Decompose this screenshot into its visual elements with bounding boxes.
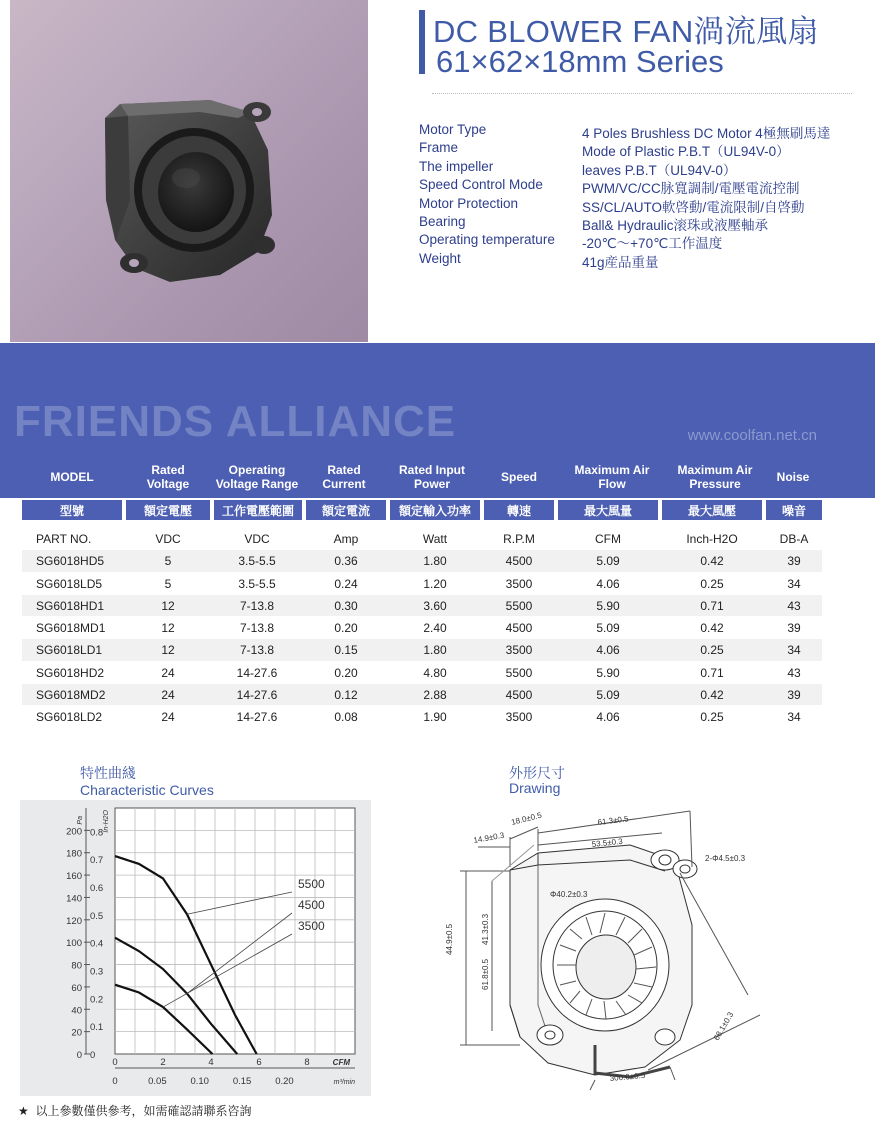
table-cell: 7-13.8 [239,598,275,613]
table-cell: 4500 [505,621,533,636]
dim-label: 18.0±0.5 [510,810,543,827]
table-cell: 5 [164,554,172,569]
table-cell: 34 [787,643,801,658]
table-cell: 1.80 [423,554,447,569]
table-cell: 24 [161,710,175,725]
table-cell: 5.09 [596,621,620,636]
spec-value: Ball& Hydraulic滚珠或液壓軸承 [582,217,769,233]
header-zh-cell: 噪音 [766,500,822,520]
spec-value: leaves P.B.T（UL94V-0） [582,162,737,178]
spec-label: Speed Control Mode [419,177,543,193]
spec-label: Frame [419,140,459,156]
brand-name: FRIENDS ALLIANCE [14,397,457,446]
table-cell: 0.25 [700,643,724,658]
table-cell: SG6018LD1 [36,643,103,658]
table-cell: 39 [787,554,801,569]
table-cell: VDC [155,532,181,546]
table-cell: 39 [787,688,801,703]
dim-label: 68.1±0.3 [711,1010,736,1042]
table-cell: 43 [787,598,801,613]
page-subtitle: 61×62×18mm Series [436,44,724,79]
footnote-text: 以上參數僅供參考，如需確認請聯系咨詢 [35,1104,252,1118]
x-tick-label: 2 [160,1057,166,1068]
y2-tick-label: 0 [90,1050,96,1061]
table-cell: 12 [161,598,175,613]
spec-label: Motor Protection [419,195,519,211]
table-cell: PART NO. [36,532,92,546]
table-cell: 3.5-5.5 [238,554,276,569]
header-zh-cell: 型號 [22,500,122,520]
table-cell: 2.88 [423,688,447,703]
spec-row [419,251,869,269]
spec-row [419,140,869,158]
table-cell: 2.40 [423,621,447,636]
table-cell: 3500 [505,576,533,591]
header-model: MODEL [50,470,94,484]
header-zh-cell: 轉速 [484,500,554,520]
table-cell: SG6018LD5 [36,576,103,591]
x2-tick-label: 0.15 [232,1076,252,1087]
curves-title-zh: 特性曲綫 [80,765,136,781]
y-tick-label: 180 [66,848,82,860]
product-photo [10,0,368,342]
table-cell: 3.60 [423,598,447,613]
spec-value: 41g産品重量 [582,254,659,270]
dim-label: 61.8±0.5 [481,958,490,990]
header-noise: Noise [776,470,810,484]
table-header-en [0,456,875,498]
table-cell: 7-13.8 [239,621,275,636]
y2-tick-label: 0.8 [90,827,104,839]
table-cell: 0.42 [700,554,724,569]
table-cell: 4.80 [423,665,447,680]
header-max-air-pressure: Maximum Air Pressure [677,463,753,491]
y-tick-label: 200 [66,826,82,838]
table-cell: 5 [164,576,172,591]
table-cell: 0.20 [334,621,358,636]
x2-tick-label: 0.05 [148,1076,167,1087]
table-cell: 0.71 [700,598,724,613]
spec-label: Weight [419,250,461,266]
y2-tick-label: 0.5 [90,910,104,922]
spec-list [419,122,869,269]
table-cell: 5500 [505,598,533,613]
table-cell: 39 [787,621,801,636]
characteristic-chart [20,800,371,1096]
series-label: 5500 [298,877,325,891]
table-row [22,595,822,617]
table-cell: 4500 [505,688,533,703]
brand-url: www.coolfan.net.cn [687,427,817,444]
table-units-row [22,528,822,550]
table-cell: 34 [787,576,801,591]
table-cell: 43 [787,665,801,680]
table-cell: 24 [161,665,175,680]
y-tick-label: 140 [66,893,82,905]
title-accent-bar [419,10,425,74]
table-cell: VDC [244,532,270,546]
spec-row [419,214,869,232]
header-operating-voltage: Operating Voltage Range [215,463,299,491]
spec-value: PWM/VC/CC脉寬調制/電壓電流控制 [582,181,800,197]
spec-value: SS/CL/AUTO軟啓動/電流限制/自啓動 [582,199,805,215]
y2-tick-label: 0.2 [90,994,104,1006]
table-row [22,706,822,728]
table-row [22,550,822,572]
x-tick-label: 6 [256,1057,262,1068]
spec-label: Bearing [419,213,466,229]
y2-tick-label: 0.7 [90,855,104,867]
table-cell: 0.30 [334,598,358,613]
chart-svg [20,800,371,1096]
table-cell: 0.25 [700,576,724,591]
y2-tick-label: 0.6 [90,882,104,894]
header-zh-cell: 工作電壓範圍 [214,500,302,520]
table-cell: CFM [595,532,621,546]
table-row [22,684,822,706]
y-tick-label: 60 [71,982,82,994]
table-cell: 0.25 [700,710,724,725]
table-cell: 0.36 [334,554,358,569]
spec-label: Motor Type [419,122,487,137]
dim-label: 2-Φ4.5±0.3 [705,854,746,863]
header-zh-cell: 額定電壓 [126,500,210,520]
drawing-title-zh: 外形尺寸 [509,765,565,781]
table-cell: 3500 [505,710,533,725]
header-max-air-flow: Maximum Air Flow [574,463,650,491]
title-divider [432,93,852,94]
dim-label: 300.0±0.5 [609,1070,646,1083]
table-cell: 0.42 [700,621,724,636]
table-cell: 5500 [505,665,533,680]
table-cell: 14-27.6 [236,688,278,703]
y2-tick-label: 0.4 [90,938,104,950]
header-speed: Speed [500,470,537,484]
table-cell: 4.06 [596,710,620,725]
header-rated-voltage: Rated Voltage [146,463,190,491]
table-cell: R.P.M [503,532,535,546]
table-cell: 14-27.6 [236,665,278,680]
table-cell: 12 [161,643,175,658]
drawing-title-en: Drawing [509,780,561,796]
y-tick-label: 100 [66,938,82,950]
spec-value: 4 Poles Brushless DC Motor 4極無刷馬達 [582,126,831,141]
table-cell: SG6018HD5 [36,554,105,569]
spec-label: The impeller [419,158,494,174]
series-label: 4500 [298,898,325,912]
table-cell: 3.5-5.5 [238,576,276,591]
x-axis-label: CFM [332,1058,350,1067]
table-cell: Watt [422,532,448,546]
spec-row [419,159,869,177]
table-cell: 4500 [505,554,533,569]
series-label: 3500 [298,919,325,933]
drawing-svg [430,805,850,1095]
table-cell: SG6018HD2 [36,665,105,680]
dim-label: Φ40.2±0.3 [550,890,588,899]
header-rated-current: Rated Current [322,463,366,491]
y-axis-label: Pa [77,816,84,825]
dim-label: 44.9±0.5 [445,923,454,955]
dim-label: 53.5±0.3 [591,836,624,849]
table-cell: 5.09 [596,554,620,569]
spec-value: -20℃～+70℃工作温度 [582,236,723,252]
table-cell: SG6018MD1 [36,621,106,636]
table-cell: 0.24 [334,576,358,591]
table-cell: Amp [333,532,359,546]
header-rated-input-power: Rated Input Power [399,463,465,491]
spec-row [419,177,869,195]
table-row [22,617,822,639]
spec-row [419,232,869,250]
blower-fan-image [10,0,368,342]
x-tick-label: 0 [112,1057,118,1068]
curves-title-en: Characteristic Curves [80,782,214,798]
table-cell: 5.90 [596,598,620,613]
header-zh-cell: 最大風量 [558,500,658,520]
table-cell: SG6018MD2 [36,688,106,703]
header-zh-cell: 最大風壓 [662,500,762,520]
table-header-zh [22,500,822,520]
table-cell: 34 [787,710,801,725]
table-cell: 4.06 [596,576,620,591]
table-cell: 5.09 [596,688,620,703]
spec-value: Mode of Plastic P.B.T（UL94V-0） [582,144,790,160]
spec-table [22,528,822,729]
x2-tick-label: 0 [112,1076,118,1087]
y-tick-label: 40 [71,1005,82,1017]
header-zh-cell: 額定電流 [306,500,386,520]
y-tick-label: 20 [71,1027,82,1039]
spec-row [419,196,869,214]
y2-tick-label: 0.3 [90,966,104,978]
y-tick-label: 120 [66,915,82,927]
dimension-drawing [430,805,850,1095]
y2-tick-label: 0.1 [90,1022,104,1034]
table-cell: SG6018LD2 [36,710,103,725]
table-cell: 0.08 [334,710,358,725]
y2-axis-label: In-H2O [103,810,110,833]
table-row [22,573,822,595]
x2-tick-label: 0.20 [275,1076,294,1087]
dim-label: 61.3±0.5 [597,814,630,827]
table-cell: 7-13.8 [239,643,275,658]
x-tick-label: 8 [304,1057,310,1068]
table-cell: Inch-H2O [686,532,738,546]
page-title: DC BLOWER FAN渦流風扇 [433,14,819,49]
table-cell: 1.80 [423,643,447,658]
table-row [22,639,822,661]
star-icon: ★ [18,1104,29,1118]
table-cell: 1.20 [423,576,447,591]
y-tick-label: 80 [71,960,82,972]
table-cell: 0.71 [700,665,724,680]
brand-banner [0,343,875,456]
table-cell: 4.06 [596,643,620,658]
table-cell: 0.12 [334,688,358,703]
table-cell: DB-A [779,532,809,546]
x2-tick-label: 0.10 [190,1076,209,1087]
y-tick-label: 0 [76,1050,82,1061]
table-cell: 24 [161,688,175,703]
spec-label: Operating temperature [419,232,555,248]
table-cell: 0.20 [334,665,358,680]
table-cell: 5.90 [596,665,620,680]
x-tick-label: 4 [208,1057,214,1068]
table-row [22,662,822,684]
table-cell: 14-27.6 [236,710,278,725]
footnote [18,1102,251,1119]
table-cell: 3500 [505,643,533,658]
table-cell: SG6018HD1 [36,598,105,613]
header-zh-cell: 額定輸入功率 [390,500,480,520]
table-cell: 0.42 [700,688,724,703]
table-cell: 12 [161,621,175,636]
x2-axis-label: m³/min [333,1079,355,1086]
table-cell: 0.15 [334,643,358,658]
dim-label: 41.3±0.3 [481,913,490,945]
y-tick-label: 160 [66,871,82,883]
table-cell: 1.90 [423,710,447,725]
spec-row [419,122,869,140]
dim-label: 14.9±0.3 [472,830,505,845]
